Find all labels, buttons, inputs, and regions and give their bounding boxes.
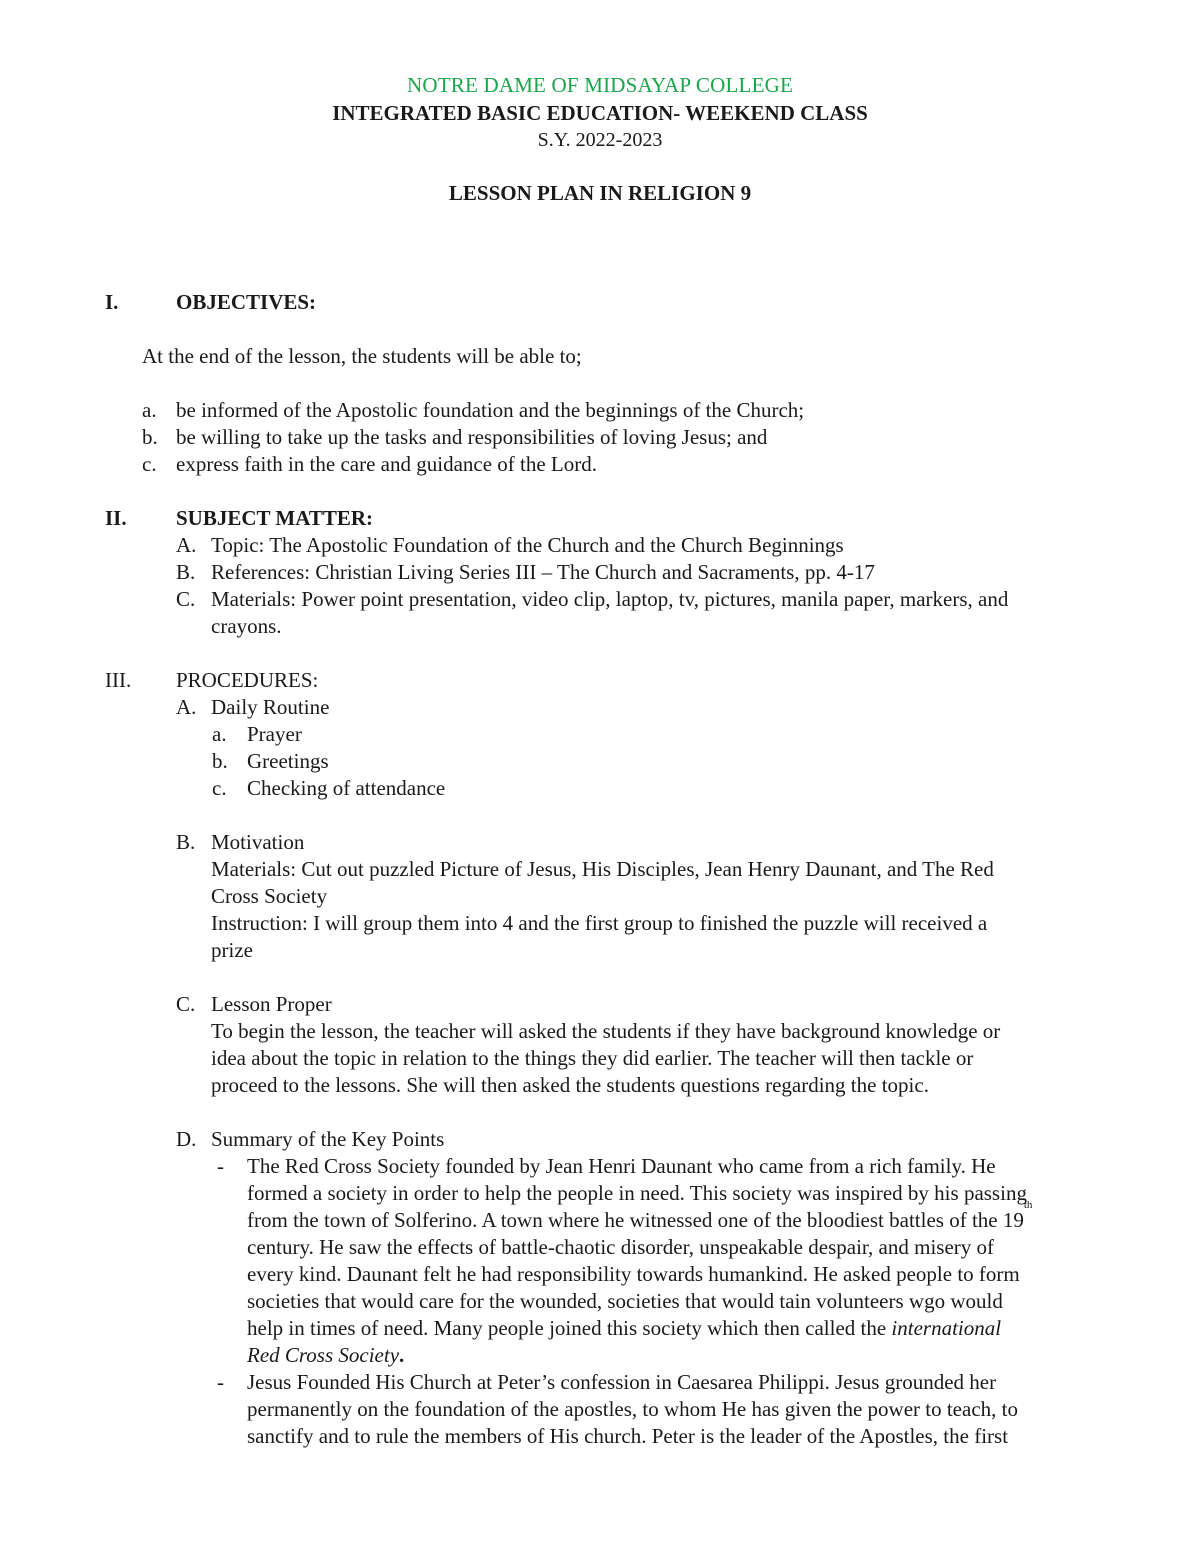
- motivation-line: Cross Society: [211, 884, 328, 908]
- summary-title: Summary of the Key Points: [211, 1127, 445, 1151]
- summary-point-line: permanently on the foundation of the apostles, to whom He has given the power to teach, to: [247, 1397, 1018, 1421]
- school-name: NOTRE DAME OF MIDSAYAP COLLEGE: [407, 73, 793, 97]
- routine-marker: b.: [212, 749, 228, 773]
- summary-point-text: help in times of need. Many people joined this society which then called the: [247, 1316, 892, 1340]
- routine-marker: c.: [212, 776, 227, 800]
- section-heading-subject-matter: SUBJECT MATTER:: [176, 506, 374, 530]
- motivation-line: Materials: Cut out puzzled Picture of Jesus, His Disciples, Jean Henry Daunant, and The Red: [211, 857, 994, 881]
- lesson-proper-title: Lesson Proper: [211, 992, 332, 1016]
- motivation-title: Motivation: [211, 830, 305, 854]
- school-year: S.Y. 2022-2023: [537, 129, 663, 151]
- subject-topic: Topic: The Apostolic Foundation of the Church and the Church Beginnings: [211, 533, 844, 557]
- objectives-intro: At the end of the lesson, the students will be able to;: [142, 344, 582, 368]
- ordinal-superscript: th: [1023, 1199, 1033, 1211]
- objective-marker: a.: [142, 398, 157, 422]
- objective-marker: b.: [142, 425, 158, 449]
- period: .: [399, 1343, 405, 1367]
- procedure-marker: A.: [176, 695, 197, 719]
- summary-point-line: every kind. Daunant felt he had responsibility towards humankind. He asked people to form: [247, 1262, 1020, 1286]
- summary-point-line: Jesus Founded His Church at Peter’s confession in Caesarea Philippi. Jesus grounded her: [247, 1370, 997, 1394]
- summary-point-line: societies that would care for the wounded, societies that would tain volunteers wgo would: [247, 1289, 1003, 1313]
- motivation-line: Instruction: I will group them into 4 and the first group to finished the puzzle will received a: [211, 911, 988, 935]
- summary-point-line: [247, 1342, 404, 1369]
- lesson-plan-title: LESSON PLAN IN RELIGION 9: [448, 181, 752, 205]
- summary-point-line: sanctify and to rule the members of His church. Peter is the leader of the Apostles, the first: [247, 1424, 1009, 1448]
- subject-marker: A.: [176, 533, 197, 557]
- summary-point-line: The Red Cross Society founded by Jean Henri Daunant who came from a rich family. He: [247, 1154, 996, 1178]
- subject-materials-cont: crayons.: [211, 614, 282, 638]
- daily-routine-title: Daily Routine: [211, 695, 330, 719]
- objective-item: be informed of the Apostolic foundation and the beginnings of the Church;: [176, 398, 805, 422]
- summary-point-text: from the town of Solferino. A town where he witnessed one of the bloodiest battles of the 19: [247, 1208, 1024, 1232]
- lesson-proper-line: To begin the lesson, the teacher will asked the students if they have background knowledge or: [211, 1019, 1001, 1043]
- lesson-proper-line: idea about the topic in relation to the things they did earlier. The teacher will then tackle or: [211, 1046, 974, 1070]
- procedure-marker: B.: [176, 830, 196, 854]
- summary-point-line: [247, 1199, 1033, 1234]
- objective-marker: c.: [142, 452, 157, 476]
- motivation-line: prize: [211, 938, 253, 962]
- italic-term: Red Cross Society: [247, 1343, 400, 1367]
- subject-marker: C.: [176, 587, 196, 611]
- routine-marker: a.: [212, 722, 227, 746]
- procedure-marker: C.: [176, 992, 196, 1016]
- section-number-procedures: III.: [105, 668, 132, 692]
- objective-item: express faith in the care and guidance of the Lord.: [176, 452, 597, 476]
- subject-references: References: Christian Living Series III – The Church and Sacraments, pp. 4-17: [211, 560, 875, 584]
- objective-item: be willing to take up the tasks and responsibilities of loving Jesus; and: [176, 425, 768, 449]
- subject-marker: B.: [176, 560, 196, 584]
- department-title: INTEGRATED BASIC EDUCATION- WEEKEND CLASS: [332, 101, 868, 125]
- italic-term: international: [891, 1316, 1002, 1340]
- bullet-dash: -: [217, 1370, 224, 1394]
- section-number-objectives: I.: [105, 290, 119, 314]
- routine-item: Prayer: [247, 722, 302, 746]
- section-heading-objectives: OBJECTIVES:: [176, 290, 317, 314]
- section-number-subject-matter: II.: [105, 506, 127, 530]
- summary-point-line: century. He saw the effects of battle-chaotic disorder, unspeakable despair, and misery of: [247, 1235, 995, 1259]
- summary-point-line: formed a society in order to help the people in need. This society was inspired by his passing: [247, 1181, 1027, 1205]
- summary-point-line: [247, 1315, 1001, 1342]
- procedure-marker: D.: [176, 1127, 197, 1151]
- bullet-dash: -: [217, 1154, 224, 1178]
- section-heading-procedures: PROCEDURES:: [176, 668, 319, 692]
- subject-materials: Materials: Power point presentation, video clip, laptop, tv, pictures, manila paper, markers, and: [211, 587, 1009, 611]
- routine-item: Greetings: [247, 749, 329, 773]
- routine-item: Checking of attendance: [247, 776, 446, 800]
- lesson-proper-line: proceed to the lessons. She will then asked the students questions regarding the topic.: [211, 1073, 929, 1097]
